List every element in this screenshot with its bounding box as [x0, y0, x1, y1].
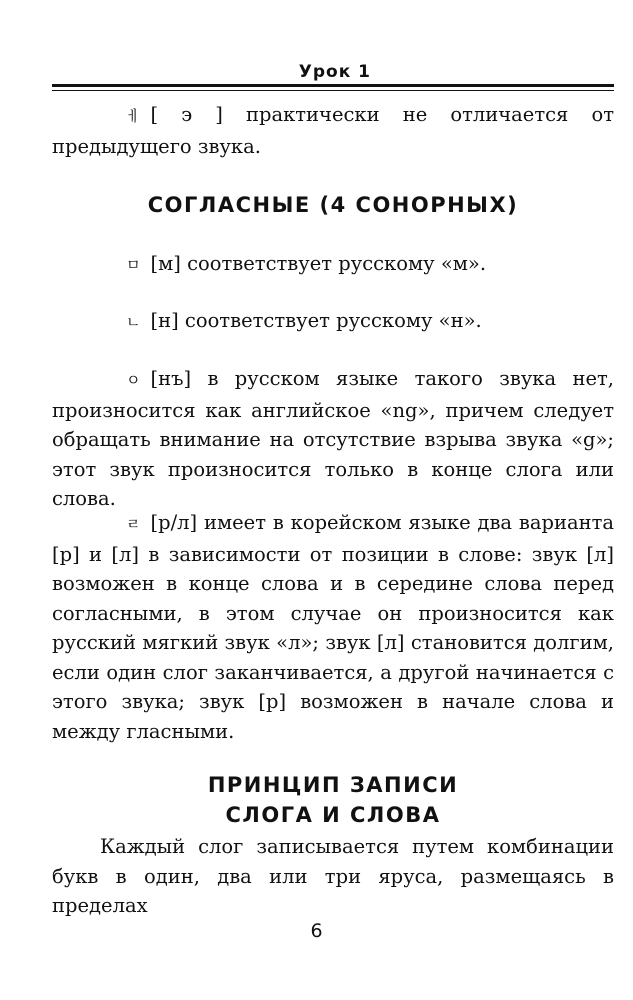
jamo-ng-glyph: ㅇ: [126, 371, 141, 389]
principle-heading: [52, 770, 614, 830]
consonant-rl-text: [р/л] имеет в корейском языке два варианта [р] и [л] в зависимости от позиции в слове: звук [л] возможен в конце слова и в середине слова перед согласными, в этом случае он произносится как русский мягкий звук «л»; звук [л] становится долгим, если один слог заканчивается, а другой начинается с этого звука; звук [р] возможен в начале слова и между гласными.: [52, 511, 614, 743]
consonant-rl-paragraph: [52, 508, 614, 746]
consonant-ng-text: [нъ] в русском языке такого звука нет, произносится как английское «ng», причем следует обращать внимание на отсутствие взрыва звука «g»; этот звук произносится только в конце слога или слова.: [52, 367, 614, 510]
jamo-e-glyph: ㅔ: [126, 107, 141, 125]
consonant-n-paragraph: [52, 306, 614, 338]
page-number: 6: [310, 920, 323, 942]
consonants-heading: СОГЛАСНЫЕ (4 СОНОРНЫХ): [147, 193, 519, 217]
principle-heading-line1: ПРИНЦИП ЗАПИСИ: [207, 773, 459, 797]
header-rule-thick: [52, 84, 614, 87]
running-title: Урок 1: [298, 62, 371, 82]
jamo-m-glyph: ㅁ: [126, 256, 141, 274]
header-rule-thin: [52, 90, 614, 91]
principle-heading-line2: СЛОГА И СЛОВА: [225, 803, 441, 827]
consonant-n-text: [н] соответствует русскому «н».: [150, 309, 482, 332]
consonant-ng-paragraph: [52, 364, 614, 514]
consonant-m-text: [м] соответствует русскому «м».: [150, 252, 487, 275]
principle-paragraph: Каждый слог записывается путем комбинации букв в один, два или три яруса, размещаясь в пределах: [52, 835, 614, 917]
jamo-n-glyph: ㄴ: [126, 313, 141, 331]
jamo-rl-glyph: ㄹ: [126, 515, 141, 533]
vowel-e-paragraph: [52, 100, 614, 161]
consonant-m-paragraph: [52, 249, 614, 281]
vowel-e-text: [ э ] практически не отличается от предыдущего звука.: [52, 103, 614, 158]
